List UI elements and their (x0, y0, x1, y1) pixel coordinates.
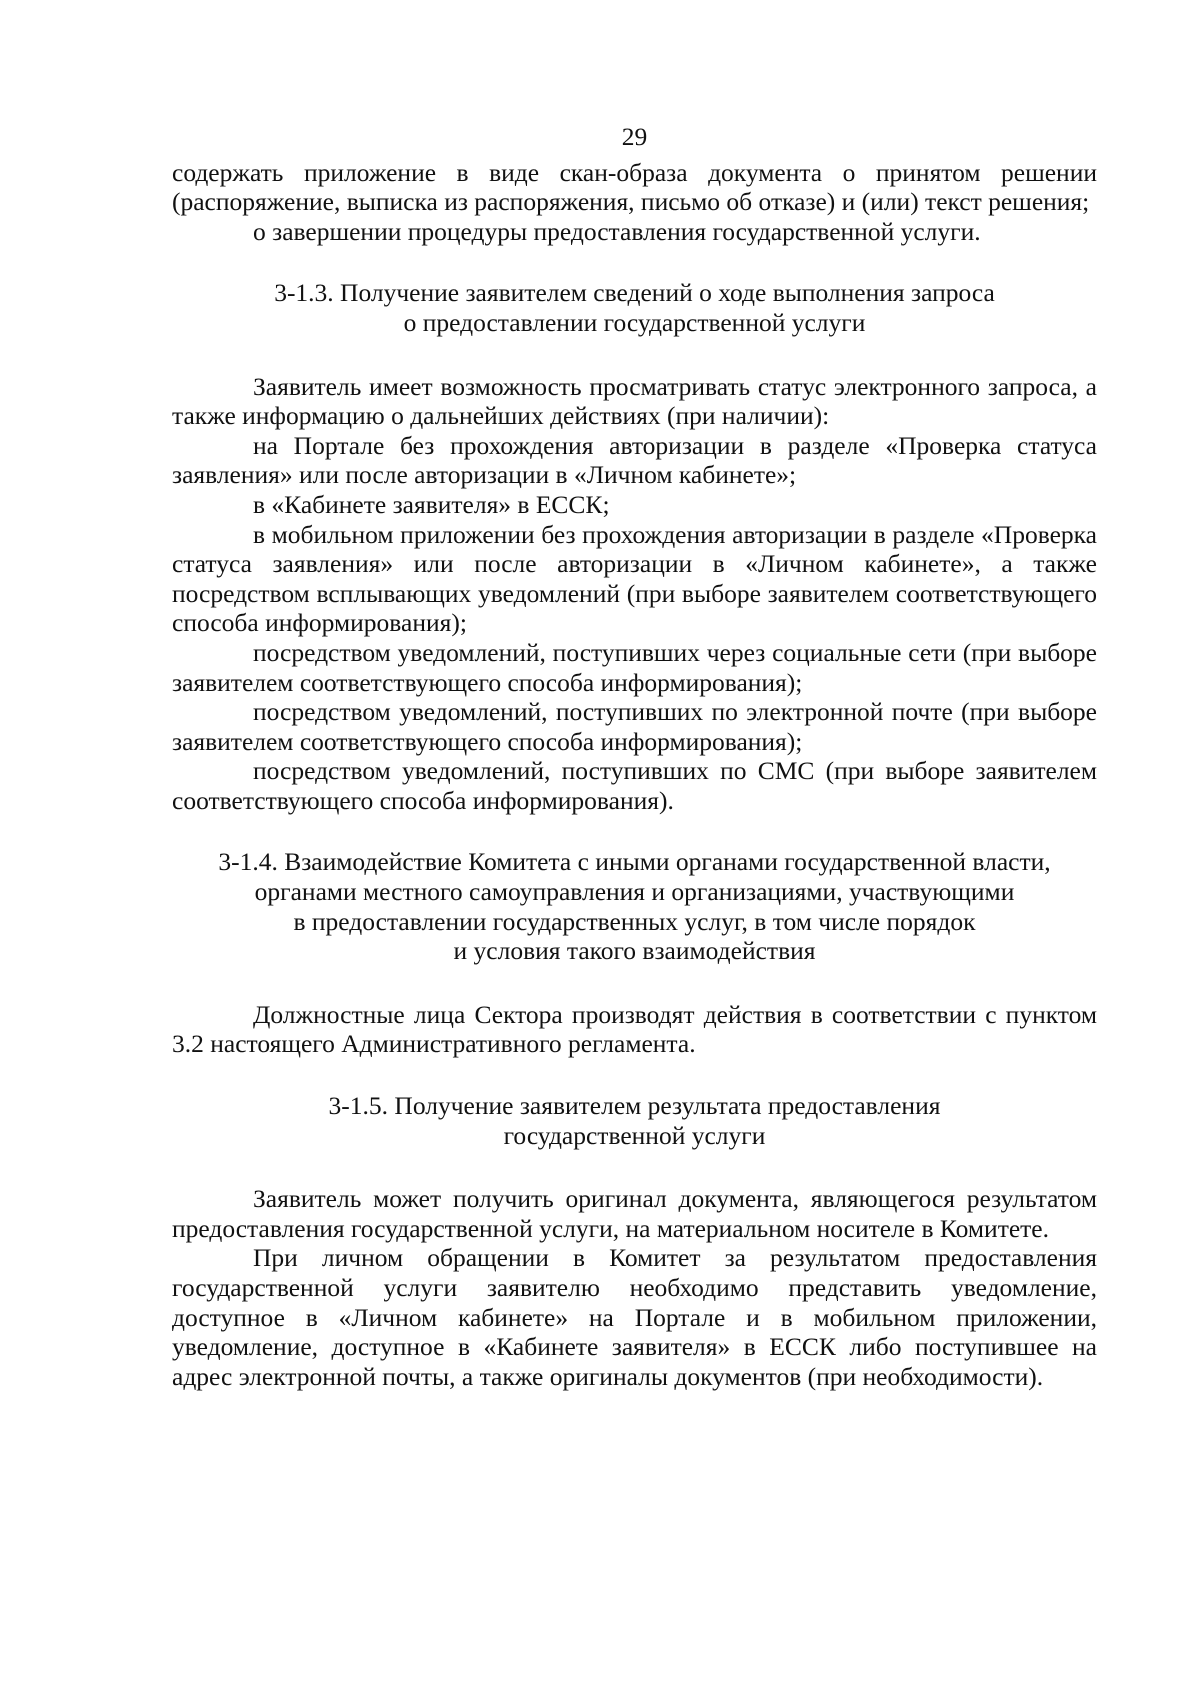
heading-line: органами местного самоуправления и организациями, участвующими (254, 877, 1015, 907)
paragraph-email: посредством уведомлений, поступивших по электронной почте (при выборе заявителем соответствующего способа информирования); (172, 697, 1097, 756)
heading-line: в предоставлении государственных услуг, в том числе порядок (293, 906, 976, 936)
paragraph-personal-visit: При личном обращении в Комитет за результатом предоставления государственной услуги заявителю необходимо представить уведомление, доступное в «Личном кабинете» на Портале и в мобильном приложении, уведомление, доступное в «Кабинете заявителя» в ЕССК либо поступившее на адрес электронной почты, а также оригиналы документов (при необходимости). (172, 1243, 1097, 1391)
page-content (172, 122, 1097, 1391)
heading-line: 3-1.5. Получение заявителем результата предоставления (328, 1091, 941, 1121)
section-heading-3-1-3 (172, 278, 1097, 337)
heading-line: и условия такого взаимодействия (453, 936, 816, 966)
paragraph-sms: посредством уведомлений, поступивших по СМС (при выборе заявителем соответствующего способа информирования). (172, 756, 1097, 815)
paragraph-original-document: Заявитель может получить оригинал документа, являющегося результатом предоставления государственной услуги, на материальном носителе в Комитете. (172, 1184, 1097, 1243)
heading-line: 3-1.4. Взаимодействие Комитета с иными органами государственной власти, (218, 847, 1051, 877)
heading-line: государственной услуги (503, 1120, 766, 1150)
paragraph-essk-cabinet: в «Кабинете заявителя» в ЕССК; (253, 489, 610, 519)
paragraph-sector-officials: Должностные лица Сектора производят действия в соответствии с пунктом 3.2 настоящего Административного регламента. (172, 999, 1097, 1059)
section-heading-3-1-5 (172, 1091, 1097, 1150)
paragraph-scan-content: содержать приложение в виде скан-образа документа о принятом решении (распоряжение, выписка из распоряжения, письмо об отказе) и (или) текст решения; (172, 157, 1097, 217)
heading-line: 3-1.3. Получение заявителем сведений о ходе выполнения запроса (274, 278, 995, 308)
paragraph-status-intro: Заявитель имеет возможность просматривать статус электронного запроса, а также информацию о дальнейших действиях (при наличии): (172, 371, 1097, 431)
heading-line: о предоставлении государственной услуги (403, 307, 866, 337)
paragraph-social-networks: посредством уведомлений, поступивших через социальные сети (при выборе заявителем соответствующего способа информирования); (172, 637, 1097, 697)
section-heading-3-1-4 (172, 847, 1097, 965)
paragraph-mobile-app: в мобильном приложении без прохождения авторизации в разделе «Проверка статуса заявления» или после авторизации в «Личном кабинете», а также посредством всплывающих уведомлений (при выборе заявителем соответствующего способа информирования); (172, 519, 1097, 638)
paragraph-procedure-completion: о завершении процедуры предоставления государственной услуги. (253, 216, 981, 246)
page-number: 29 (621, 122, 648, 151)
paragraph-portal: на Портале без прохождения авторизации в разделе «Проверка статуса заявления» или после авторизации в «Личном кабинете»; (172, 430, 1097, 490)
